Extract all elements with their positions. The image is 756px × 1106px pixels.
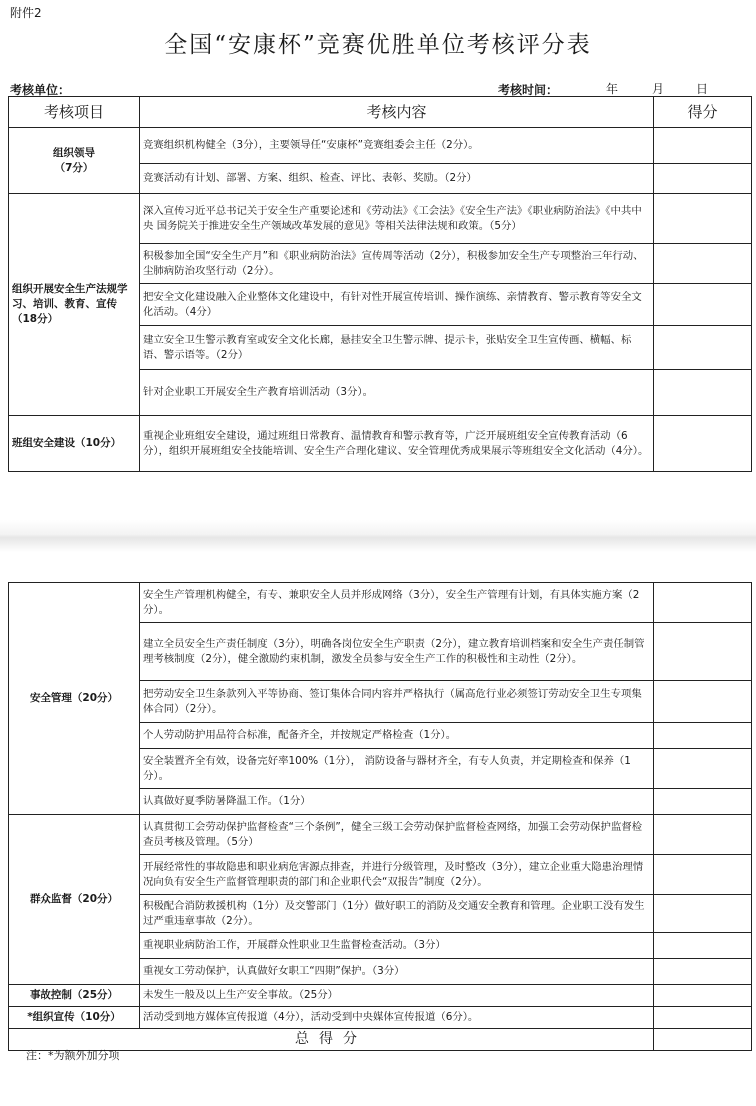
content-cell: 重视女工劳动保护，认真做好女职工“四期”保护。（3分） [140,959,654,985]
content-cell: 针对企业职工开展安全生产教育培训活动（3分）。 [140,370,654,416]
score-input-cell[interactable] [654,959,752,985]
table-row [9,194,752,244]
content-cell: 建立全员安全生产责任制度（3分），明确各岗位安全生产职责（2分），建立教育培训档案和安全生产责任制管理考核制度（2分），健全激励约束机制，激发全员参与安全生产工作的积极性和主动性（2分）。 [140,623,654,681]
score-input-cell[interactable] [654,623,752,681]
content-cell: 竞赛组织机构健全（3分），主要领导任“安康杯”竞赛组委会主任（2分）。 [140,128,654,164]
content-cell: 开展经常性的事故隐患和职业病危害源点排查，并进行分级管理，及时整改（3分），建立企业重大隐患治理情况向负有安全生产监督管理职责的部门和企业职代会“双报告”制度（2分）。 [140,855,654,895]
score-table-page2 [8,582,752,1051]
total-score-cell[interactable] [654,1029,752,1051]
content-cell: 活动受到地方媒体宣传报道（4分），活动受到中央媒体宣传报道（6分）。 [140,1007,654,1029]
header-content: 考核内容 [140,97,654,128]
total-row [9,1029,752,1051]
table-row [9,416,752,472]
score-input-cell[interactable] [654,815,752,855]
score-table-page1 [8,96,752,472]
score-input-cell[interactable] [654,194,752,244]
category-cell: 安全管理（20分） [9,583,140,815]
category-cell: 事故控制（25分） [9,985,140,1007]
score-input-cell[interactable] [654,681,752,723]
score-input-cell[interactable] [654,933,752,959]
score-input-cell[interactable] [654,855,752,895]
content-cell: 深入宣传习近平总书记关于安全生产重要论述和《劳动法》《工会法》《安全生产法》《职业病防治法》《中共中央 国务院关于推进安全生产领域改革发展的意见》等相关法律法规和政策。（5分） [140,194,654,244]
content-cell: 积极配合消防救援机构（1分）及交警部门（1分）做好职工的消防及交通安全教育和管理。企业职工没有发生过严重违章事故（2分）。 [140,895,654,933]
category-cell: 组织开展安全生产法规学习、培训、教育、宣传（18分） [9,194,140,416]
table-row [9,128,752,164]
category-cell: 班组安全建设（10分） [9,416,140,472]
time-label: 考核时间： [498,83,559,97]
content-cell: 安全生产管理机构健全，有专、兼职安全人员并形成网络（3分），安全生产管理有计划，有具体实施方案（2分）。 [140,583,654,623]
content-cell: 重视企业班组安全建设，通过班组日常教育、温情教育和警示教育等，广泛开展班组安全宣传教育活动（6分），组织开展班组安全技能培训、安全生产合理化建议、安全管理优秀成果展示等班组安全文化活动（4分）。 [140,416,654,472]
category-cell: 群众监督（20分） [9,815,140,985]
content-cell: 建立安全卫生警示教育室或安全文化长廊，悬挂安全卫生警示牌、提示卡，张贴安全卫生宣传画、横幅、标语、警示语等。（2分） [140,326,654,370]
score-input-cell[interactable] [654,583,752,623]
month-label: 月 [652,82,665,96]
score-input-cell[interactable] [654,1007,752,1029]
score-input-cell[interactable] [654,284,752,326]
footnote: 注：*为额外加分项 [26,1049,120,1062]
total-label: 总得分 [9,1029,654,1051]
table-row [9,815,752,855]
category-cell: *组织宣传（10分） [9,1007,140,1029]
content-cell: 积极参加全国“安全生产月”和《职业病防治法》宣传周等活动（2分），积极参加安全生产专项整治三年行动、尘肺病防治攻坚行动（2分）。 [140,244,654,284]
header-score: 得分 [654,97,752,128]
table-row [9,985,752,1007]
score-input-cell[interactable] [654,789,752,815]
score-input-cell[interactable] [654,370,752,416]
page-separator [0,520,756,552]
table-row [9,1007,752,1029]
table-header-row [9,97,752,128]
score-input-cell[interactable] [654,244,752,284]
score-input-cell[interactable] [654,895,752,933]
content-cell: 未发生一般及以上生产安全事故。（25分） [140,985,654,1007]
score-input-cell[interactable] [654,164,752,194]
content-cell: 竞赛活动有计划、部署、方案、组织、检查、评比、表彰、奖励。（2分） [140,164,654,194]
content-cell: 认真做好夏季防暑降温工作。（1分） [140,789,654,815]
content-cell: 把劳动安全卫生条款列入平等协商、签订集体合同内容并严格执行（属高危行业必须签订劳动安全卫生专项集体合同）（2分）。 [140,681,654,723]
unit-label: 考核单位： [10,83,71,97]
table-row [9,583,752,623]
content-cell: 重视职业病防治工作，开展群众性职业卫生监督检查活动。（3分） [140,933,654,959]
score-input-cell[interactable] [654,416,752,472]
content-cell: 认真贯彻工会劳动保护监督检查“三个条例”，健全三级工会劳动保护监督检查网络，加强工会劳动保护监督检查员考核及管理。（5分） [140,815,654,855]
score-input-cell[interactable] [654,749,752,789]
year-label: 年 [606,82,619,96]
score-input-cell[interactable] [654,723,752,749]
score-input-cell[interactable] [654,985,752,1007]
category-cell: 组织领导 （7分） [9,128,140,194]
content-cell: 安全装置齐全有效，设备完好率100%（1分）， 消防设备与器材齐全，有专人负责，并定期检查和保养（1分）。 [140,749,654,789]
page-top [0,0,756,520]
score-input-cell[interactable] [654,128,752,164]
day-label: 日 [696,82,709,96]
header-item: 考核项目 [9,97,140,128]
score-input-cell[interactable] [654,326,752,370]
content-cell: 个人劳动防护用品符合标准，配备齐全，并按规定严格检查（1分）。 [140,723,654,749]
content-cell: 把安全文化建设融入企业整体文化建设中，有针对性开展宣传培训、操作演练、亲情教育、警示教育等安全文化活动。（4分） [140,284,654,326]
page-title: 全国“安康杯”竞赛优胜单位考核评分表 [164,32,592,58]
attachment-label: 附件2 [10,6,42,20]
